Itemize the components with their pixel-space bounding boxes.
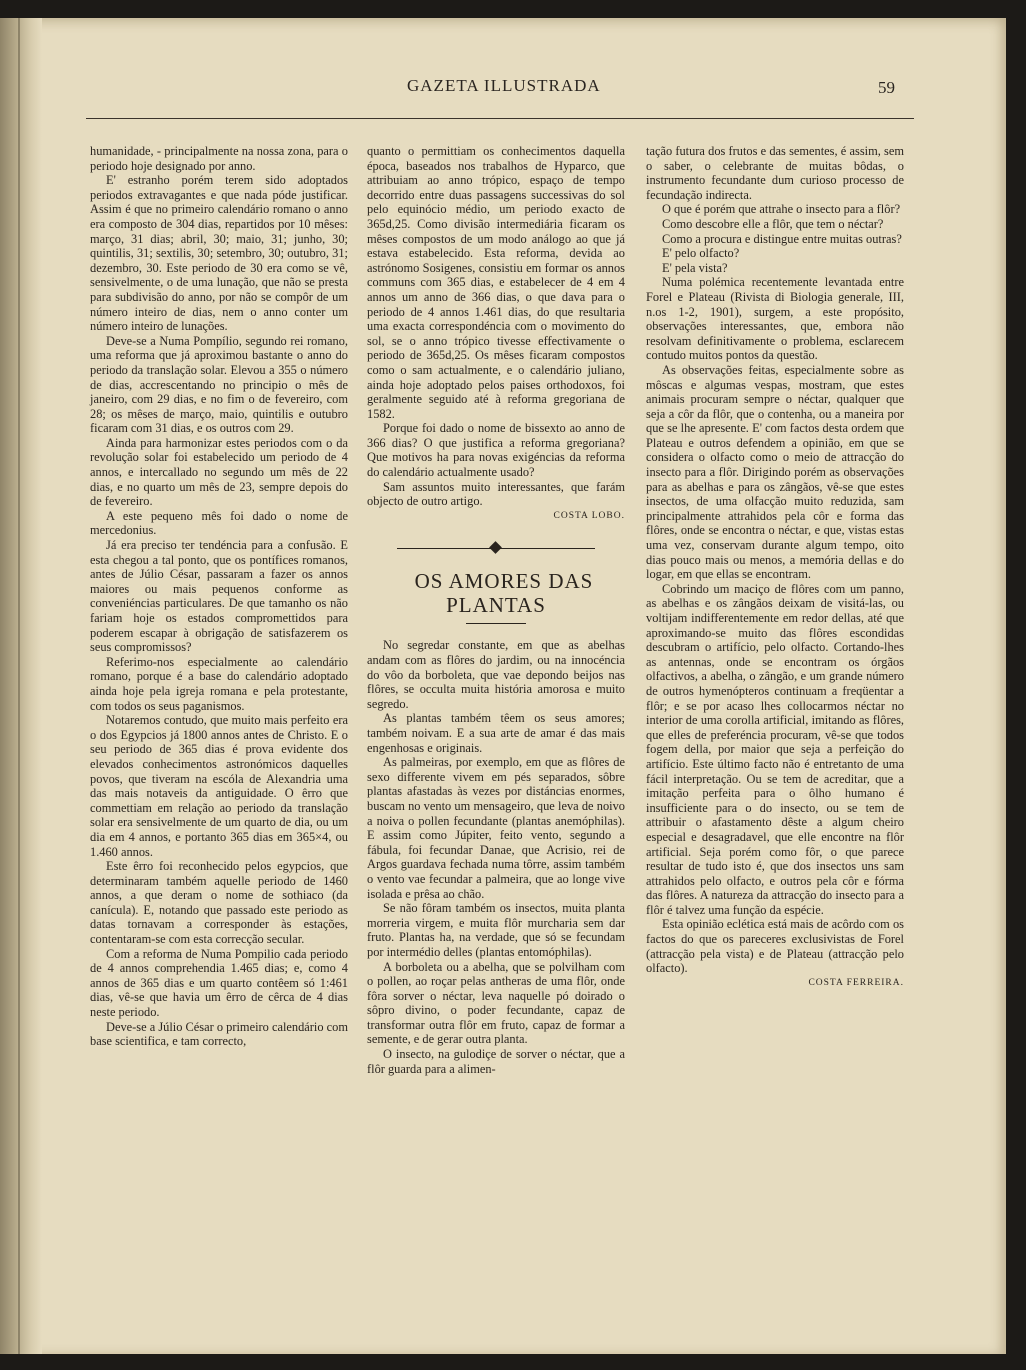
header-rule: [86, 118, 914, 119]
paragraph: As observações feitas, especialmente sobre as môscas e algumas vespas, mostram, que estes animais procuram sempre o néctar, qualquer que seja a côr da flôr, que o contenha, ou a maneira por que se lhe apresente. E' com factos desta ordem que Plateau e outros defendem a opinião, em que se considera o olfacto como o meio de attracção do insecto para a flôr. Dirigindo porém as observações para as abelhas e para os zângãos, vê-se que estes insectos, de uma olfacção muito reduzida, sam principalmente attrahidos pela côr e forma das flôres, onde se encontra o néctar, e que, vistas estas uma vez, conservam durante algum tempo, oito dias pouco mais ou menos, a memória dellas e do logar, em que ellas se encontram.: [646, 362, 904, 582]
paragraph: A borboleta ou a abelha, que se polvilham com o pollen, ao roçar pelas antheras de uma flôr, onde fôra sorver o néctar, leva naquelle pó doirado o sôpro divino, o poder fecundante, capaz de transformar outra flôr em fruto, capaz de formar a semente, e de gerar outra planta.: [367, 959, 625, 1047]
diamond-ornament-icon: [489, 542, 502, 555]
paragraph: Ainda para harmonizar estes periodos com o da revolução solar foi estabelecido um periodo de 4 annos, e intercallado no segundo um mês de 22 dias, e no quarto um mês de 23, sempre depois do de fevereiro.: [90, 435, 348, 509]
paragraph: Sam assuntos muito interessantes, que farám objecto de outro artigo.: [367, 479, 625, 509]
paragraph: As palmeiras, por exemplo, em que as flôres de sexo differente vivem em pés separados, sôbre plantas afastadas às vezes por distáncias enormes, buscam no vento um mensageiro, que leva de noivo a noiva o pollen fecundante (plantas anemóphilas). E assim como Júpiter, feito vento, segundo a fábula, foi fecundar Danae, que Acrisio, rei de Argos guardava fechada numa tôrre, assim também o vento vae fecundar a palmeira, que ao longe vive isolada e prêsa ao chão.: [367, 755, 625, 901]
paragraph: Porque foi dado o nome de bissexto ao anno de 366 dias? O que justifica a reforma gregoriana? Que motivos ha para novas exigéncias da reforma do calendário actualmente usado?: [367, 421, 625, 480]
newspaper-page: [0, 18, 1006, 1354]
paragraph: humanidade, - principalmente na nossa zona, para o periodo hoje designado por anno.: [90, 144, 348, 173]
paragraph: Esta opinião eclética está mais de acôrdo com os factos do que os pareceres exclusivistas de Forel (attracção pela vista) e de Plateau (attracção pelo olfacto).: [646, 917, 904, 976]
paragraph: Como descobre elle a flôr, que tem o néctar?: [662, 216, 884, 231]
column-3: [646, 144, 904, 990]
publication-title: GAZETA ILLUSTRADA: [407, 76, 601, 95]
author-signature: COSTA FERREIRA.: [808, 977, 904, 988]
paragraph: A este pequeno mês foi dado o nome de mercedonius.: [90, 508, 348, 538]
author-signature: COSTA LOBO.: [553, 510, 625, 521]
paragraph: O que é porém que attrahe o insecto para a flôr?: [662, 202, 901, 217]
book-gutter: [0, 18, 42, 1354]
article-title: OS AMORES DAS PLANTAS: [414, 569, 594, 618]
paragraph: Notaremos contudo, que muito mais perfeito era o dos Egypcios já 1800 annos antes de Christo. E o seu periodo de 365 dias é prova evidente dos elevados conhecimentos astronómicos daquelles povos, que tiveram na escóla de Alexandria uma das mais notaveis da antiguidade. O êrro que commettiam em relação ao periodo da translação solar era sensivelmente de um quarto de dia, ou um dia em 4 annos, e portanto 365 dias em 365×4, ou 1.460 annos.: [90, 713, 348, 859]
paragraph: No segredar constante, em que as abelhas andam com as flôres do jardim, ou na innocéncia do vôo da borboleta, que vae depondo beijos nas flôres, se occulta muita história amorosa e muito segredo.: [367, 638, 625, 711]
dark-border: [1006, 18, 1026, 1354]
paragraph: Deve-se a Júlio César o primeiro calendário com base scientifica, e tam correcto,: [90, 1019, 348, 1049]
paragraph: Este êrro foi reconhecido pelos egypcios, que determinaram também aquelle periodo de 1460 annos, a que deram o nome de sothiaco (da canícula). E, notando que passado este periodo as datas tornavam a corresponder às estações, contentaram-se com esta correcção secular.: [90, 859, 348, 947]
paragraph: Numa polémica recentemente levantada entre Forel e Plateau (Rivista di Biologia generale, III, n.os 1-2, 1901), surgem, a este propósito, observações interessantes, que, embora não resolvam definitivamente o problema, esclarecem contudo muitos pontos da questão.: [646, 275, 904, 363]
title-rule: [466, 623, 526, 624]
paragraph: Cobrindo um maciço de flôres com um panno, as abelhas e os zângãos deixam de visitá-las, ou voltijam indifferentemente em redor dellas, até que aproximando-se muito das flôres escondidas descubram o artifício, pelo olfacto. Cortando-lhes as antennas, onde se encontram os órgãos olfactivos, a abelha, o zângão, e um grande número de outros hymenópteros continuam a freqüentar a flôr; e se por acaso lhes collocarmos néctar no interior de uma corolla artificial, imitando as flôres, que elles de preferéncia procuram, vê-se que todos fogem della, por maior que seja a perfeição do artifício. Este último facto não é entretanto de uma fácil interpretação. Ou se tem de acreditar, que a imitação perfeita para o ôlho humano é insufficiente para o do insecto, ou se tem de attribuir o afastamento dêste a algum cheiro especial e desagradavel, que elle encontre na flôr artificial. Seja porém como fôr, o que parece resultar de tudo isto é, que dos insectos uns sam attrahidos pelo olfacto, e outros pela côr e fórma das flôres. A natureza da attracção do insecto para a flôr é talvez uma função da espécie.: [646, 581, 904, 917]
paragraph: Já era preciso ter tendéncia para a confusão. E esta chegou a tal ponto, que os pontífices romanos, antes de Júlio César, passaram a fazer os annos maiores ou mais pequenos conforme as conveniéncias particulares. De que tamanho os não fariam hoje os estados compromettidos para poderem escapar à obrigação de satisfazerem os seus compromissos?: [90, 538, 348, 655]
paragraph: As plantas também têem os seus amores; também noivam. E a sua arte de amar é das mais engenhosas e originais.: [367, 711, 625, 755]
column-1: [90, 144, 348, 1049]
paragraph: tação futura dos frutos e das sementes, é assim, sem o saber, o celebrante de muitas bôdas, o instrumento fecundante dum curioso processo de fecundação indirecta.: [646, 144, 904, 202]
paragraph: Com a reforma de Numa Pompilio cada periodo de 4 annos comprehendia 1.465 dias; e, como 4 annos de 365 dias e um quarto contêem só 1:461 dias, vê-se que havia um êrro de cêrca de 4 dias neste periodo.: [90, 946, 348, 1020]
page-number: 59: [878, 78, 895, 97]
paragraph: Deve-se a Numa Pompílio, segundo rei romano, uma reforma que já aproximou bastante o anno do periodo da translação solar. Elevou a 355 o número de dias, accrescentando no principio o mês de janeiro, com 29 dias, e no fim o de fevereiro, com 28; os mêses de março, maio, quintilis e outubro ficaram com 31 dias, e os outros com 29.: [90, 333, 348, 436]
section-divider: [367, 537, 625, 561]
paragraph: E' pela vista?: [662, 260, 728, 275]
paragraph: Como a procura e distingue entre muitas outras?: [662, 231, 902, 246]
page-header: [355, 76, 895, 106]
paragraph: Referimo-nos especialmente ao calendário romano, porque é a base do calendário adoptado ainda hoje pela igreja romana e pela protestante, com todos os seus paganismos.: [90, 654, 348, 713]
paragraph: quanto o permittiam os conhecimentos daquella época, baseados nos trabalhos de Hyparco, que attribuiam ao anno trópico, espaço de tempo decorrido entre duas passagens successivas do sol pelo equinócio médio, um periodo exacto de 365d,25. Como divisão intermediária ficaram os mêses compostos de um modo análogo ao que já estava estabelecido. Esta reforma, devida ao astrónomo Sosigenes, consistiu em formar os annos communs com 365 dias, e estabelecer de 4 em 4 annos um anno de 366 dias, o que dava para o periodo de 4 annos 1.461 dias, do que resultaria uma exacta correspondéncia com o movimento do sol, se o anno trópico tivesse effectivamente o periodo de 365d,25. Os mêses ficaram compostos como o sam actualmente, e o calendário juliano, ainda hoje adoptado pelos paises orthodoxos, foi geralmente seguido até à reforma gregoriana de 1582.: [367, 144, 625, 421]
paragraph: E' pelo olfacto?: [662, 246, 740, 261]
paragraph: E' estranho porém terem sido adoptados periodos extravagantes e que nada póde justificar. Assim é que no primeiro calendário romano o anno era composto de 304 dias, repartidos por 10 mêses: março, 31 dias; abril, 30; maio, 31; junho, 30; quintilis, 31; sextilis, 30; setembro, 30; outubro, 31; dezembro, 30. Este periodo de 30 era como se vê, sensivelmente, o de uma lunação, que não se presta para subdivisão do anno, por não se compôr de um número inteiro de dias, nem o anno conter um número inteiro de lunações.: [90, 173, 348, 334]
spine-shadow: [18, 18, 20, 1354]
paragraph: Se não fôram também os insectos, muita planta morreria virgem, e muita flôr murcharia sem dar fruto. Plantas ha, na verdade, que só se fecundam por intermédio delles (plantas entomóphilas).: [367, 901, 625, 959]
column-2: [367, 144, 625, 1076]
paragraph: O insecto, na gulodiçe de sorver o néctar, que a flôr guarda para a alimen-: [367, 1047, 625, 1076]
